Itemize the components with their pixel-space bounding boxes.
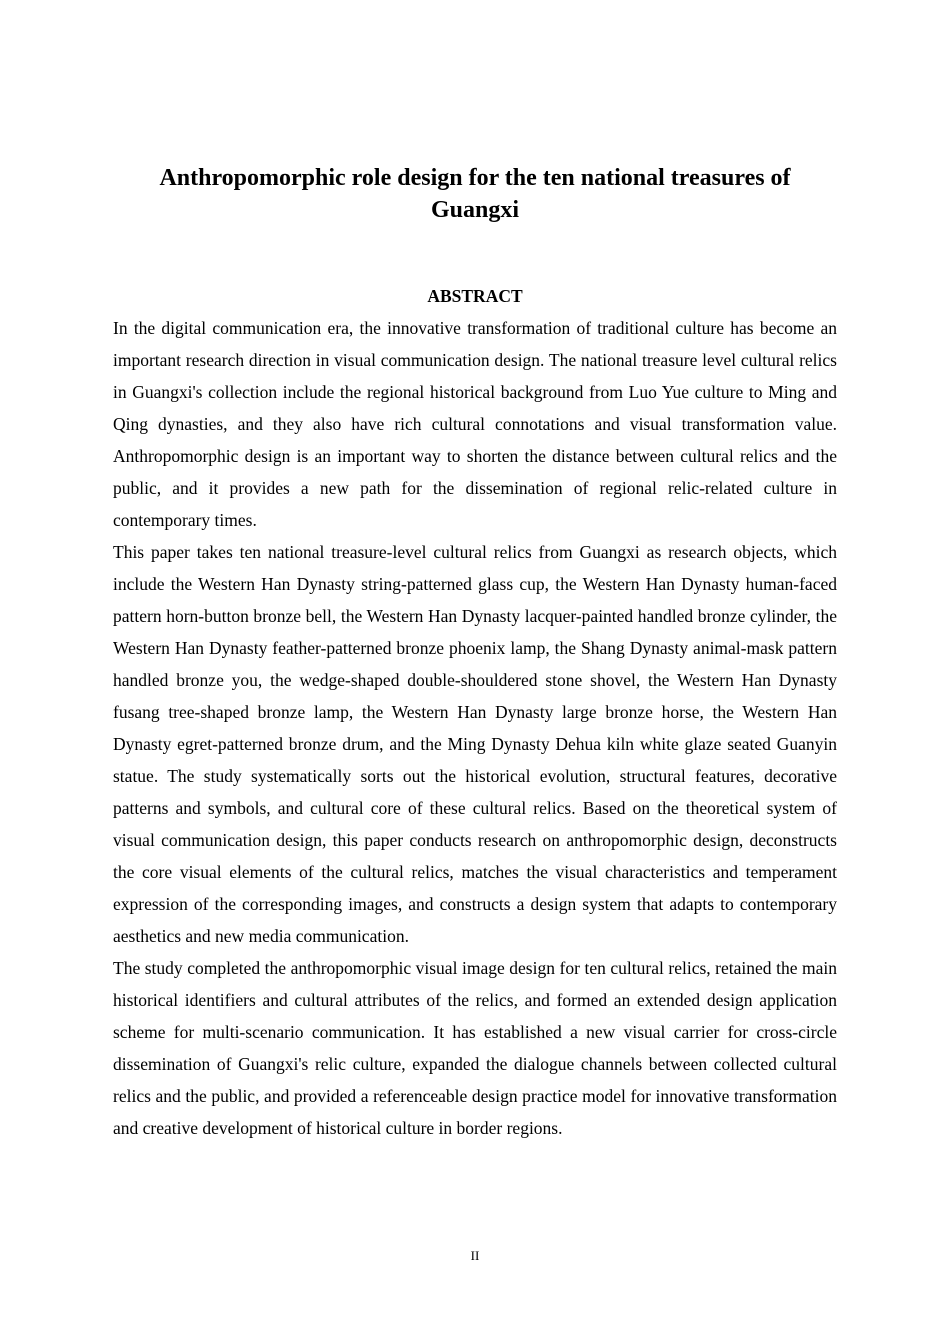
abstract-heading: ABSTRACT bbox=[427, 286, 523, 306]
abstract-paragraph-3: The study completed the anthropomorphic visual image design for ten cultural relics, retained the main historical identifiers and cultural attributes of the relics, and formed an extended design application scheme for multi-scenario communication. It has established a new visual carrier for cross-circle dissemination of Guangxi's relic culture, expanded the dialogue channels between collected cultural relics and the public, and provided a referenceable design practice model for innovative transformation and creative development of historical culture in border regions. bbox=[113, 958, 837, 1138]
abstract-paragraph-2: This paper takes ten national treasure-level cultural relics from Guangxi as research objects, which include the Western Han Dynasty string-patterned glass cup, the Western Han Dynasty human-faced pattern horn-button bronze bell, the Western Han Dynasty lacquer-painted handled bronze cylinder, the Western Han Dynasty feather-patterned bronze phoenix lamp, the Shang Dynasty animal-mask pattern handled bronze you, the wedge-shaped double-shouldered stone shovel, the Western Han Dynasty fusang tree-shaped bronze lamp, the Western Han Dynasty large bronze horse, the Western Han Dynasty egret-patterned bronze drum, and the Ming Dynasty Dehua kiln white glaze seated Guanyin statue. The study systematically sorts out the historical evolution, structural features, decorative patterns and symbols, and cultural core of these cultural relics. Based on the theoretical system of visual communication design, this paper conducts research on anthropomorphic design, deconstructs the core visual elements of the cultural relics, matches the visual characteristics and temperament expression of the corresponding images, and constructs a design system that adapts to contemporary aesthetics and new media communication. bbox=[113, 542, 837, 946]
abstract-body bbox=[113, 312, 837, 1144]
abstract-paragraph-1: In the digital communication era, the innovative transformation of traditional culture has become an important research direction in visual communication design. The national treasure level cultural relics in Guangxi's collection include the regional historical background from Luo Yue culture to Ming and Qing dynasties, and they also have rich cultural connotations and visual transformation value. Anthropomorphic design is an important way to shorten the distance between cultural relics and the public, and it provides a new path for the dissemination of regional relic-related culture in contemporary times. bbox=[113, 318, 837, 530]
page-number: II bbox=[470, 1248, 480, 1263]
paper-title: Anthropomorphic role design for the ten national treasures of Guangxi bbox=[159, 165, 791, 223]
